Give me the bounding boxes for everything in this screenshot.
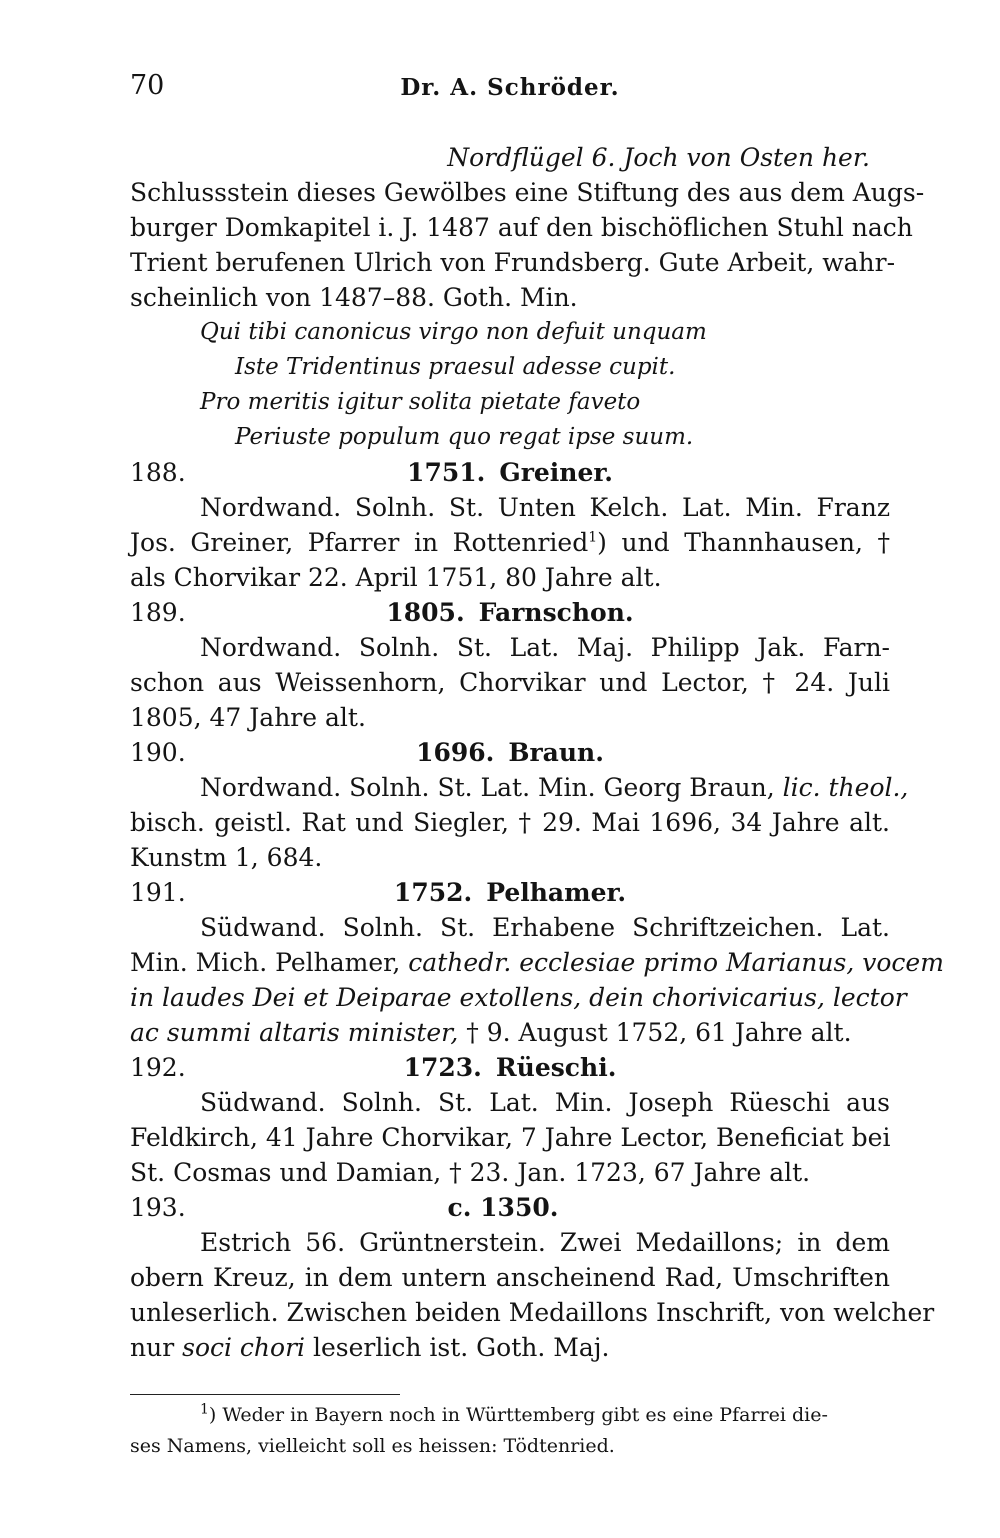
entry-heading-188 [130,455,890,490]
running-header [130,70,890,114]
entry-193-line-4 [130,1330,890,1365]
entry-name: Farnschon. [478,598,634,627]
entry-name: Braun. [508,738,604,767]
footnote-rule [130,1394,400,1395]
entry-number: 193. [130,1193,186,1222]
entry-189-line-1: Nordwand. Solnh. St. Lat. Maj. Philipp Jak. Farn- [200,633,890,662]
entry-188-line-2 [130,525,890,560]
poem-line-1: Qui tibi canonicus virgo non defuit unquam [200,319,707,345]
footnote-ref: 1 [588,529,598,546]
entry-193-line-2: obern Kreuz, in dem untern anscheinend Rad, Umschriften [130,1263,890,1292]
entry-heading-190 [130,735,890,770]
footnote-line-1 [130,1400,890,1431]
entry-192-line-1: Südwand. Solnh. St. Lat. Min. Joseph Rüeschi aus [200,1088,890,1117]
page-body [130,140,944,1365]
entry-190-text: Nordwand. Solnh. St. Lat. Min. Georg Braun, [200,773,775,802]
entry-number: 191. [130,878,186,907]
entry-190-line-3: Kunstm 1, 684. [130,843,323,872]
intro-line-2: burger Domkapitel i. J. 1487 auf den bischöflichen Stuhl nach [130,213,913,242]
entry-191-latin-end: ac summi altaris minister, [130,1018,459,1047]
poem-line-3: Pro meritis igitur solita pietate faveto [200,389,641,415]
page-number: 70 [130,70,165,101]
running-title: Dr. A. Schröder. [400,74,620,101]
entry-188-line-1: Nordwand. Solnh. St. Unten Kelch. Lat. Min. Franz [200,493,890,522]
entry-191-text: Min. Mich. Pelhamer, [130,948,401,977]
entry-heading-191 [130,875,890,910]
intro-line-1: Schlussstein dieses Gewölbes eine Stiftung des aus dem Augs- [130,178,925,207]
entry-190-line-2: bisch. geistl. Rat und Siegler, † 29. Mai 1696, 34 Jahre alt. [130,808,890,837]
entry-188-line-3: als Chorvikar 22. April 1751, 80 Jahre alt. [130,563,662,592]
entry-192-line-3: St. Cosmas und Damian, † 23. Jan. 1723, 67 Jahre alt. [130,1158,811,1187]
entry-name: Greiner. [499,458,613,487]
entry-year: 1805. [386,598,465,627]
entry-192-line-2: Feldkirch, 41 Jahre Chorvikar, 7 Jahre Lector, Beneficiat bei [130,1123,891,1152]
entry-193-line-1: Estrich 56. Grüntnerstein. Zwei Medaillons; in dem [200,1228,890,1257]
poem-line-4: Periuste populum quo regat ipse suum. [235,424,694,450]
entry-number: 189. [130,598,186,627]
entry-191-date: † 9. August 1752, 61 Jahre alt. [466,1018,852,1047]
entry-193-inscription: soci chori [182,1333,306,1362]
entry-name: Rüeschi. [495,1053,617,1082]
entry-188-text-tail: ) und Thannhausen, † [597,528,890,557]
entry-heading-189 [130,595,890,630]
entry-year: 1696. [416,738,495,767]
entry-191-line-1: Südwand. Solnh. St. Erhabene Schriftzeichen. Lat. [200,913,890,942]
entry-189-line-2: schon aus Weissenhorn, Chorvikar und Lector, † 24. Juli [130,668,890,697]
entry-193-line-3: unleserlich. Zwischen beiden Medaillons Inschrift, von welcher [130,1298,935,1327]
entry-number: 190. [130,738,186,767]
entry-year: 1752. [393,878,473,907]
poem-line-2: Iste Tridentinus praesul adesse cupit. [235,354,676,380]
entry-190-title: lic. theol., [782,773,909,802]
intro-line-3: Trient berufenen Ulrich von Frundsberg. Gute Arbeit, wahr- [130,248,896,277]
footnote [130,1400,890,1462]
entry-heading-193 [130,1190,890,1225]
entry-year: 1751. [407,458,486,487]
entry-193-text-end: leserlich ist. Goth. Maj. [313,1333,610,1362]
location-heading: Nordflügel 6. Joch von Osten her. [447,143,870,172]
entry-number: 192. [130,1053,186,1082]
entry-heading-192 [130,1050,890,1085]
entry-191-line-3: in laudes Dei et Deiparae extollens, dein chorivicarius, lector [130,983,907,1012]
entry-190-line-1 [130,770,909,805]
entry-191-line-4 [130,1015,890,1050]
entry-number: 188. [130,458,186,487]
entry-191-latin: cathedr. ecclesiae primo Marianus, vocem [408,948,944,977]
entry-188-text: Jos. Greiner, Pfarrer in Rottenried [130,528,589,557]
entry-193-text: nur [130,1333,175,1362]
entry-year: c. 1350. [447,1193,559,1222]
footnote-line-2: ses Namens, vielleicht soll es heissen: Tödtenried. [130,1435,615,1457]
footnote-text-1: ) Weder in Bayern noch in Württemberg gibt es eine Pfarrei die- [208,1404,828,1426]
entry-189-line-3: 1805, 47 Jahre alt. [130,703,366,732]
intro-line-4: scheinlich von 1487–88. Goth. Min. [130,283,578,312]
footnote-marker: 1 [200,1401,209,1418]
entry-year: 1723. [403,1053,482,1082]
entry-name: Pelhamer. [486,878,627,907]
entry-191-line-2 [130,945,944,980]
